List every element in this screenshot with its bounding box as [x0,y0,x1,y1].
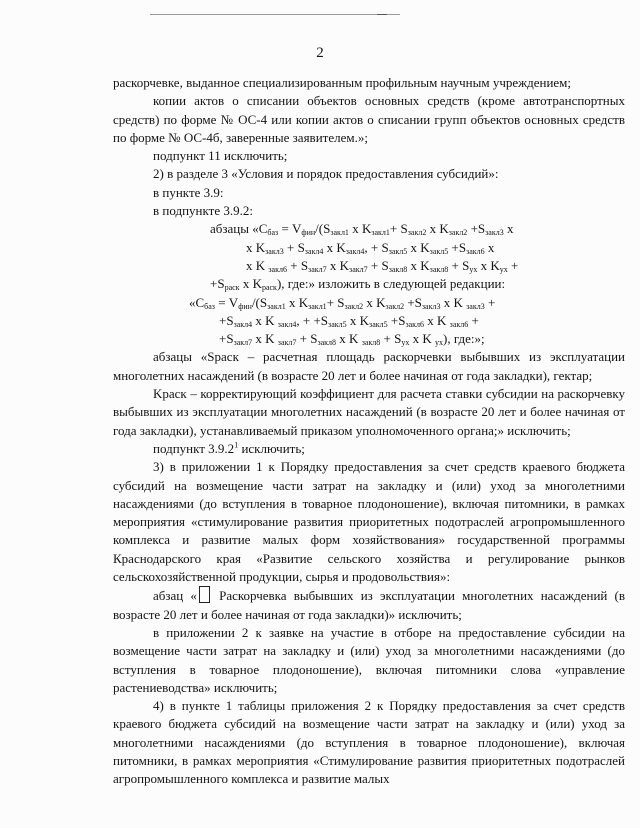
paragraph-acts: копии актов о списании объектов основных средств (кроме автотранспортных средств) по форме № ОС-4 или копии актов о списании групп объектов основных средств по форме № ОС-4б, заверенные заявителем.»; [113,93,625,145]
checkbox-symbol-icon [199,586,210,603]
paragraph-abzac: абзац « Раскорчевка выбывших из эксплуатации многолетних насаждений (в возрасте 20 лет и более начиная от года закладки)» исключить; [113,588,626,622]
formula-new-line-1: «$C_{баз} = V_{фин}/(S_{закл1}$ x $K_{закл1}+ S_{закл2}$ x $K_{закл2} +S_{закл3}$ x K $_{закл3}$ + [189,294,496,311]
paragraph-s-rask: абзацы «Sраск – расчетная площадь раскорчевки выбывших из эксплуатации многолетних насаждений (в возрасте 20 лет и более начиная от года закладки), гектар; [113,349,625,383]
paragraph-item-3: 3) в приложении 1 к Порядку предоставления за счет средств краевого бюджета субсидий на возмещение части затрат на закладку и (или) уход за многолетними насаждениями (до вступления в товарное плодоношение), включая питомники, в рамках мероприятия «стимулирование развития приоритетных подотраслей агропромышленного комплекса и развитие малых форм хозяйствования» государственной программы Краснодарского края «Развитие сельского хозяйства и регулирование рынков сельскохозяйственной продукции, сырья и продовольствия»: [113,459,625,585]
paragraph-subpoint-3-9-2: в подпункте 3.9.2: [153,203,253,219]
paragraph-section-3: 2) в разделе 3 «Условия и порядок предоставления субсидий»: [153,166,499,182]
formula-old-line-1: абзацы «$C_{баз} = V_{фин}/(S_{закл1}$ x $K_{закл1}+ S_{закл2}$ x $K_{закл2} +S_{закл3}$ x [210,221,514,238]
formula-old-line-2: x $K_{закл3} + S_{закл4}$ x $K_{закл4}$, + $S_{закл5}$ x $K_{закл5} +S_{закл6}$ x [246,239,495,256]
scan-top-mark [377,14,387,15]
paragraph-point-3-9: в пункте 3.9: [153,184,224,200]
paragraph-appendix-2: в приложении 2 к заявке на участие в отборе на предоставление субсидии на возмещение части затрат на закладку и (или) уход за многолетними насаждениями (до вступления в товарное плодоношение), включая питомники слова «управление растениеводства» исключить; [113,624,625,695]
formula-new [113,294,625,349]
paragraph-item-4: 4) в пункте 1 таблицы приложения 2 к Порядку предоставления за счет средств краевого бюджета субсидий на возмещение части затрат на закладку и (или) уход за многолетними насаждениями (до вступления в товарное плодоношение), включая питомники, в рамках мероприятия «Стимулирование развития приоритетных подотраслей агропромышленного комплекса и развитие малых [113,698,625,787]
formula-old-line-4: $+S_{раск}$ x $K_{раск}$), где:» изложить в следующей редакции: [210,276,506,293]
formula-old-line-3: x K $_{закл6} + S_{закл7}$ x $K_{закл7} + S_{закл8}$ x $K_{закл8} + S_{ух}$ x $K_{ух}$ + [246,257,519,274]
paragraph-subpoint-exclude: подпункт 3.9.2$^1$ исключить; [153,440,305,456]
paragraph-k-rask: Kраск – корректирующий коэффициент для расчета ставки субсидии на раскорчевку выбывших из эксплуатации многолетних насаждений (в возрасте 20 лет и более начиная от года закладки), устанавливаемый приказом уполномоченного органа;» исключить; [113,386,625,438]
formula-new-line-3: $+S_{закл7}$ x K $_{закл7} + S_{закл8}$ x K $_{закл8} + S_{ух}$ x K $_{ух}$), где:»; [219,331,485,348]
formula-old [113,220,625,293]
page-number: 2 [316,45,324,61]
paragraph-continuation: раскорчевке, выданное специализированным профильным научным учреждением; [113,75,572,90]
scan-top-rule [150,14,400,15]
document-body [113,74,625,789]
paragraph-subitem-11: подпункт 11 исключить; [153,148,288,164]
formula-new-line-2: $+S_{закл4}$ x K $_{закл4}$, + $+S_{закл5}$ x $K_{закл5} +S_{закл6}$ x K $_{закл6}$ + [219,312,479,329]
